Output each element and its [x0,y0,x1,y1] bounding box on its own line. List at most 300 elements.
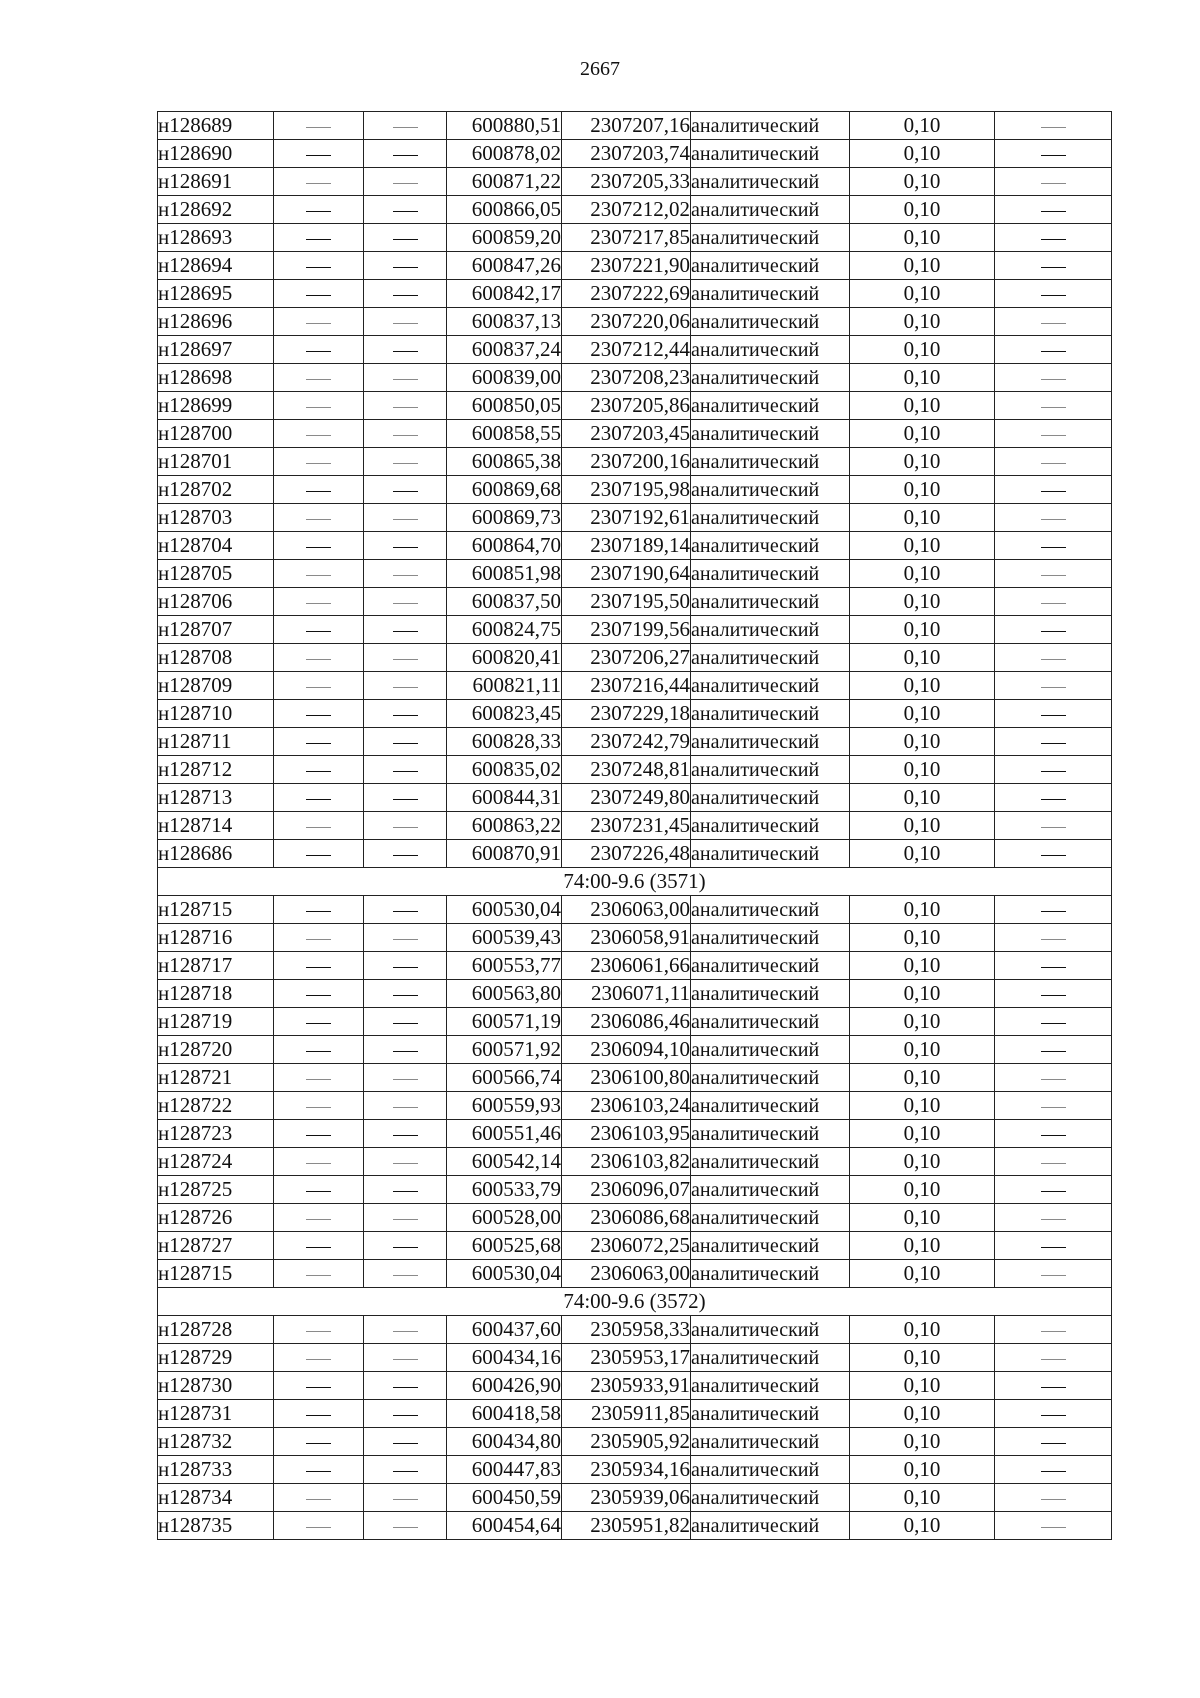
y-coordinate-cell: 2307212,44 [562,336,691,364]
method-cell: аналитический [691,1316,850,1344]
dash-mark [1041,379,1066,380]
x-coordinate-cell: 600437,60 [447,1316,562,1344]
empty-cell-1 [274,196,364,224]
y-coordinate-cell: 2307220,06 [562,308,691,336]
table-row [158,1316,1112,1344]
accuracy-cell: 0,10 [850,952,995,980]
accuracy-cell: 0,10 [850,616,995,644]
method-cell: аналитический [691,644,850,672]
dash-mark [1041,939,1066,940]
table-row [158,1092,1112,1120]
dash-mark [306,1443,331,1444]
empty-cell-2 [364,1148,447,1176]
accuracy-cell: 0,10 [850,1260,995,1288]
point-id-cell: н128730 [158,1372,274,1400]
dash-mark [393,1359,418,1360]
dash-mark [306,659,331,660]
dash-mark [393,995,418,996]
table-row [158,280,1112,308]
y-coordinate-cell: 2307207,16 [562,112,691,140]
method-cell: аналитический [691,532,850,560]
dash-mark [306,183,331,184]
x-coordinate-cell: 600426,90 [447,1372,562,1400]
table-row [158,1456,1112,1484]
method-cell: аналитический [691,952,850,980]
empty-cell-1 [274,168,364,196]
method-cell: аналитический [691,252,850,280]
accuracy-cell: 0,10 [850,532,995,560]
table-row [158,1008,1112,1036]
dash-mark [306,267,331,268]
empty-cell-3 [995,784,1112,812]
empty-cell-3 [995,728,1112,756]
empty-cell-1 [274,1260,364,1288]
y-coordinate-cell: 2307205,86 [562,392,691,420]
empty-cell-2 [364,616,447,644]
x-coordinate-cell: 600530,04 [447,896,562,924]
dash-mark [306,1275,331,1276]
empty-cell-2 [364,560,447,588]
empty-cell-1 [274,504,364,532]
dash-mark [306,1163,331,1164]
x-coordinate-cell: 600820,41 [447,644,562,672]
accuracy-cell: 0,10 [850,420,995,448]
point-id-cell: н128695 [158,280,274,308]
point-id-cell: н128705 [158,560,274,588]
empty-cell-2 [364,1036,447,1064]
accuracy-cell: 0,10 [850,896,995,924]
point-id-cell: н128727 [158,1232,274,1260]
table-row [158,728,1112,756]
dash-mark [306,1219,331,1220]
empty-cell-3 [995,644,1112,672]
dash-mark [306,771,331,772]
x-coordinate-cell: 600563,80 [447,980,562,1008]
empty-cell-3 [995,1512,1112,1540]
dash-mark [393,659,418,660]
dash-mark [306,995,331,996]
method-cell: аналитический [691,336,850,364]
y-coordinate-cell: 2305911,85 [562,1400,691,1428]
y-coordinate-cell: 2307205,33 [562,168,691,196]
point-id-cell: н128703 [158,504,274,532]
table-row [158,392,1112,420]
empty-cell-3 [995,532,1112,560]
point-id-cell: н128718 [158,980,274,1008]
dash-mark [306,491,331,492]
y-coordinate-cell: 2306086,46 [562,1008,691,1036]
empty-cell-1 [274,448,364,476]
dash-mark [306,239,331,240]
table-row [158,924,1112,952]
dash-mark [306,1051,331,1052]
dash-mark [1041,743,1066,744]
point-id-cell: н128691 [158,168,274,196]
accuracy-cell: 0,10 [850,756,995,784]
y-coordinate-cell: 2306094,10 [562,1036,691,1064]
accuracy-cell: 0,10 [850,392,995,420]
empty-cell-3 [995,1428,1112,1456]
accuracy-cell: 0,10 [850,1484,995,1512]
accuracy-cell: 0,10 [850,588,995,616]
point-id-cell: н128686 [158,840,274,868]
x-coordinate-cell: 600434,80 [447,1428,562,1456]
point-id-cell: н128692 [158,196,274,224]
empty-cell-1 [274,308,364,336]
dash-mark [306,379,331,380]
dash-mark [393,939,418,940]
empty-cell-3 [995,1260,1112,1288]
y-coordinate-cell: 2307190,64 [562,560,691,588]
empty-cell-2 [364,168,447,196]
empty-cell-2 [364,924,447,952]
dash-mark [306,1471,331,1472]
dash-mark [1041,855,1066,856]
dash-mark [1041,715,1066,716]
dash-mark [393,183,418,184]
table-row [158,1036,1112,1064]
empty-cell-1 [274,672,364,700]
empty-cell-3 [995,1344,1112,1372]
table-row [158,1484,1112,1512]
point-id-cell: н128713 [158,784,274,812]
dash-mark [1041,127,1066,128]
dash-mark [1041,295,1066,296]
accuracy-cell: 0,10 [850,1120,995,1148]
empty-cell-3 [995,840,1112,868]
dash-mark [306,603,331,604]
empty-cell-2 [364,252,447,280]
method-cell: аналитический [691,504,850,532]
empty-cell-3 [995,616,1112,644]
x-coordinate-cell: 600418,58 [447,1400,562,1428]
x-coordinate-cell: 600553,77 [447,952,562,980]
method-cell: аналитический [691,840,850,868]
point-id-cell: н128696 [158,308,274,336]
dash-mark [393,743,418,744]
dash-mark [1041,1135,1066,1136]
section-header-row [158,868,1112,896]
accuracy-cell: 0,10 [850,1148,995,1176]
accuracy-cell: 0,10 [850,1092,995,1120]
point-id-cell: н128732 [158,1428,274,1456]
point-id-cell: н128717 [158,952,274,980]
dash-mark [306,743,331,744]
dash-mark [1041,799,1066,800]
x-coordinate-cell: 600839,00 [447,364,562,392]
accuracy-cell: 0,10 [850,196,995,224]
y-coordinate-cell: 2306103,82 [562,1148,691,1176]
empty-cell-1 [274,1204,364,1232]
dash-mark [306,519,331,520]
table-row [158,1512,1112,1540]
dash-mark [1041,631,1066,632]
point-id-cell: н128723 [158,1120,274,1148]
dash-mark [306,1191,331,1192]
empty-cell-3 [995,952,1112,980]
x-coordinate-cell: 600847,26 [447,252,562,280]
x-coordinate-cell: 600447,83 [447,1456,562,1484]
accuracy-cell: 0,10 [850,1064,995,1092]
empty-cell-3 [995,224,1112,252]
y-coordinate-cell: 2307192,61 [562,504,691,532]
dash-mark [1041,1191,1066,1192]
point-id-cell: н128716 [158,924,274,952]
empty-cell-3 [995,588,1112,616]
x-coordinate-cell: 600824,75 [447,616,562,644]
dash-mark [1041,491,1066,492]
empty-cell-2 [364,364,447,392]
accuracy-cell: 0,10 [850,1232,995,1260]
empty-cell-3 [995,672,1112,700]
empty-cell-3 [995,308,1112,336]
empty-cell-3 [995,896,1112,924]
empty-cell-3 [995,756,1112,784]
x-coordinate-cell: 600434,16 [447,1344,562,1372]
empty-cell-1 [274,112,364,140]
empty-cell-1 [274,924,364,952]
y-coordinate-cell: 2307212,02 [562,196,691,224]
dash-mark [306,967,331,968]
empty-cell-3 [995,560,1112,588]
dash-mark [393,1191,418,1192]
method-cell: аналитический [691,728,850,756]
x-coordinate-cell: 600551,46 [447,1120,562,1148]
accuracy-cell: 0,10 [850,700,995,728]
method-cell: аналитический [691,1176,850,1204]
dash-mark [1041,211,1066,212]
dash-mark [1041,1051,1066,1052]
x-coordinate-cell: 600542,14 [447,1148,562,1176]
dash-mark [306,1499,331,1500]
coordinates-table-body [158,112,1112,1540]
table-row [158,672,1112,700]
y-coordinate-cell: 2307226,48 [562,840,691,868]
empty-cell-3 [995,1148,1112,1176]
dash-mark [306,1023,331,1024]
dash-mark [306,715,331,716]
accuracy-cell: 0,10 [850,1176,995,1204]
dash-mark [393,1219,418,1220]
dash-mark [393,1387,418,1388]
accuracy-cell: 0,10 [850,1008,995,1036]
point-id-cell: н128710 [158,700,274,728]
empty-cell-3 [995,1008,1112,1036]
point-id-cell: н128725 [158,1176,274,1204]
accuracy-cell: 0,10 [850,476,995,504]
section-title: 74:00-9.6 (3571) [158,868,1112,896]
empty-cell-1 [274,336,364,364]
empty-cell-2 [364,1176,447,1204]
table-row [158,420,1112,448]
dash-mark [1041,1387,1066,1388]
dash-mark [1041,1443,1066,1444]
table-row [158,532,1112,560]
x-coordinate-cell: 600450,59 [447,1484,562,1512]
dash-mark [393,715,418,716]
dash-mark [393,295,418,296]
dash-mark [393,1527,418,1528]
empty-cell-2 [364,196,447,224]
point-id-cell: н128734 [158,1484,274,1512]
y-coordinate-cell: 2307195,50 [562,588,691,616]
y-coordinate-cell: 2306071,11 [562,980,691,1008]
table-row [158,1400,1112,1428]
y-coordinate-cell: 2307231,45 [562,812,691,840]
x-coordinate-cell: 600859,20 [447,224,562,252]
table-row [158,168,1112,196]
y-coordinate-cell: 2306058,91 [562,924,691,952]
empty-cell-1 [274,840,364,868]
x-coordinate-cell: 600851,98 [447,560,562,588]
y-coordinate-cell: 2305933,91 [562,1372,691,1400]
accuracy-cell: 0,10 [850,140,995,168]
method-cell: аналитический [691,1092,850,1120]
accuracy-cell: 0,10 [850,672,995,700]
table-row [158,476,1112,504]
empty-cell-3 [995,392,1112,420]
dash-mark [1041,239,1066,240]
empty-cell-1 [274,1400,364,1428]
dash-mark [1041,1107,1066,1108]
x-coordinate-cell: 600850,05 [447,392,562,420]
empty-cell-2 [364,1120,447,1148]
table-row [158,700,1112,728]
table-row [158,336,1112,364]
dash-mark [1041,1247,1066,1248]
accuracy-cell: 0,10 [850,644,995,672]
dash-mark [306,1079,331,1080]
method-cell: аналитический [691,560,850,588]
table-row [158,1120,1112,1148]
point-id-cell: н128714 [158,812,274,840]
empty-cell-1 [274,1316,364,1344]
table-row [158,980,1112,1008]
method-cell: аналитический [691,616,850,644]
accuracy-cell: 0,10 [850,784,995,812]
dash-mark [393,239,418,240]
x-coordinate-cell: 600571,92 [447,1036,562,1064]
dash-mark [306,1527,331,1528]
dash-mark [393,155,418,156]
method-cell: аналитический [691,1036,850,1064]
empty-cell-1 [274,364,364,392]
empty-cell-2 [364,1064,447,1092]
table-row [158,308,1112,336]
dash-mark [393,547,418,548]
dash-mark [393,323,418,324]
table-row [158,784,1112,812]
dash-mark [1041,1331,1066,1332]
dash-mark [393,211,418,212]
dash-mark [1041,603,1066,604]
dash-mark [393,1107,418,1108]
dash-mark [393,127,418,128]
dash-mark [393,1079,418,1080]
empty-cell-3 [995,812,1112,840]
dash-mark [306,547,331,548]
dash-mark [306,1415,331,1416]
empty-cell-3 [995,1204,1112,1232]
dash-mark [393,435,418,436]
table-row [158,1176,1112,1204]
dash-mark [306,407,331,408]
empty-cell-1 [274,784,364,812]
empty-cell-1 [274,700,364,728]
empty-cell-1 [274,1064,364,1092]
table-row [158,196,1112,224]
accuracy-cell: 0,10 [850,364,995,392]
table-row [158,756,1112,784]
dash-mark [306,463,331,464]
dash-mark [1041,1527,1066,1528]
x-coordinate-cell: 600525,68 [447,1232,562,1260]
x-coordinate-cell: 600878,02 [447,140,562,168]
point-id-cell: н128699 [158,392,274,420]
empty-cell-1 [274,1428,364,1456]
x-coordinate-cell: 600871,22 [447,168,562,196]
x-coordinate-cell: 600858,55 [447,420,562,448]
empty-cell-1 [274,1092,364,1120]
dash-mark [1041,267,1066,268]
table-row [158,644,1112,672]
point-id-cell: н128731 [158,1400,274,1428]
y-coordinate-cell: 2305951,82 [562,1512,691,1540]
y-coordinate-cell: 2307203,45 [562,420,691,448]
dash-mark [306,211,331,212]
method-cell: аналитический [691,112,850,140]
dash-mark [1041,687,1066,688]
dash-mark [393,911,418,912]
table-row [158,448,1112,476]
point-id-cell: н128697 [158,336,274,364]
dash-mark [306,575,331,576]
method-cell: аналитический [691,476,850,504]
dash-mark [393,967,418,968]
empty-cell-2 [364,1400,447,1428]
method-cell: аналитический [691,980,850,1008]
method-cell: аналитический [691,896,850,924]
empty-cell-2 [364,532,447,560]
empty-cell-3 [995,980,1112,1008]
empty-cell-2 [364,840,447,868]
empty-cell-1 [274,952,364,980]
accuracy-cell: 0,10 [850,1204,995,1232]
empty-cell-3 [995,1064,1112,1092]
dash-mark [306,687,331,688]
y-coordinate-cell: 2307199,56 [562,616,691,644]
dash-mark [393,631,418,632]
empty-cell-2 [364,1372,447,1400]
method-cell: аналитический [691,420,850,448]
y-coordinate-cell: 2307206,27 [562,644,691,672]
table-row [158,112,1112,140]
dash-mark [393,1135,418,1136]
x-coordinate-cell: 600821,11 [447,672,562,700]
empty-cell-3 [995,1120,1112,1148]
x-coordinate-cell: 600528,00 [447,1204,562,1232]
point-id-cell: н128706 [158,588,274,616]
empty-cell-3 [995,112,1112,140]
empty-cell-1 [274,1008,364,1036]
table-row [158,588,1112,616]
x-coordinate-cell: 600837,24 [447,336,562,364]
empty-cell-1 [274,1036,364,1064]
y-coordinate-cell: 2307208,23 [562,364,691,392]
dash-mark [393,267,418,268]
empty-cell-1 [274,224,364,252]
x-coordinate-cell: 600566,74 [447,1064,562,1092]
